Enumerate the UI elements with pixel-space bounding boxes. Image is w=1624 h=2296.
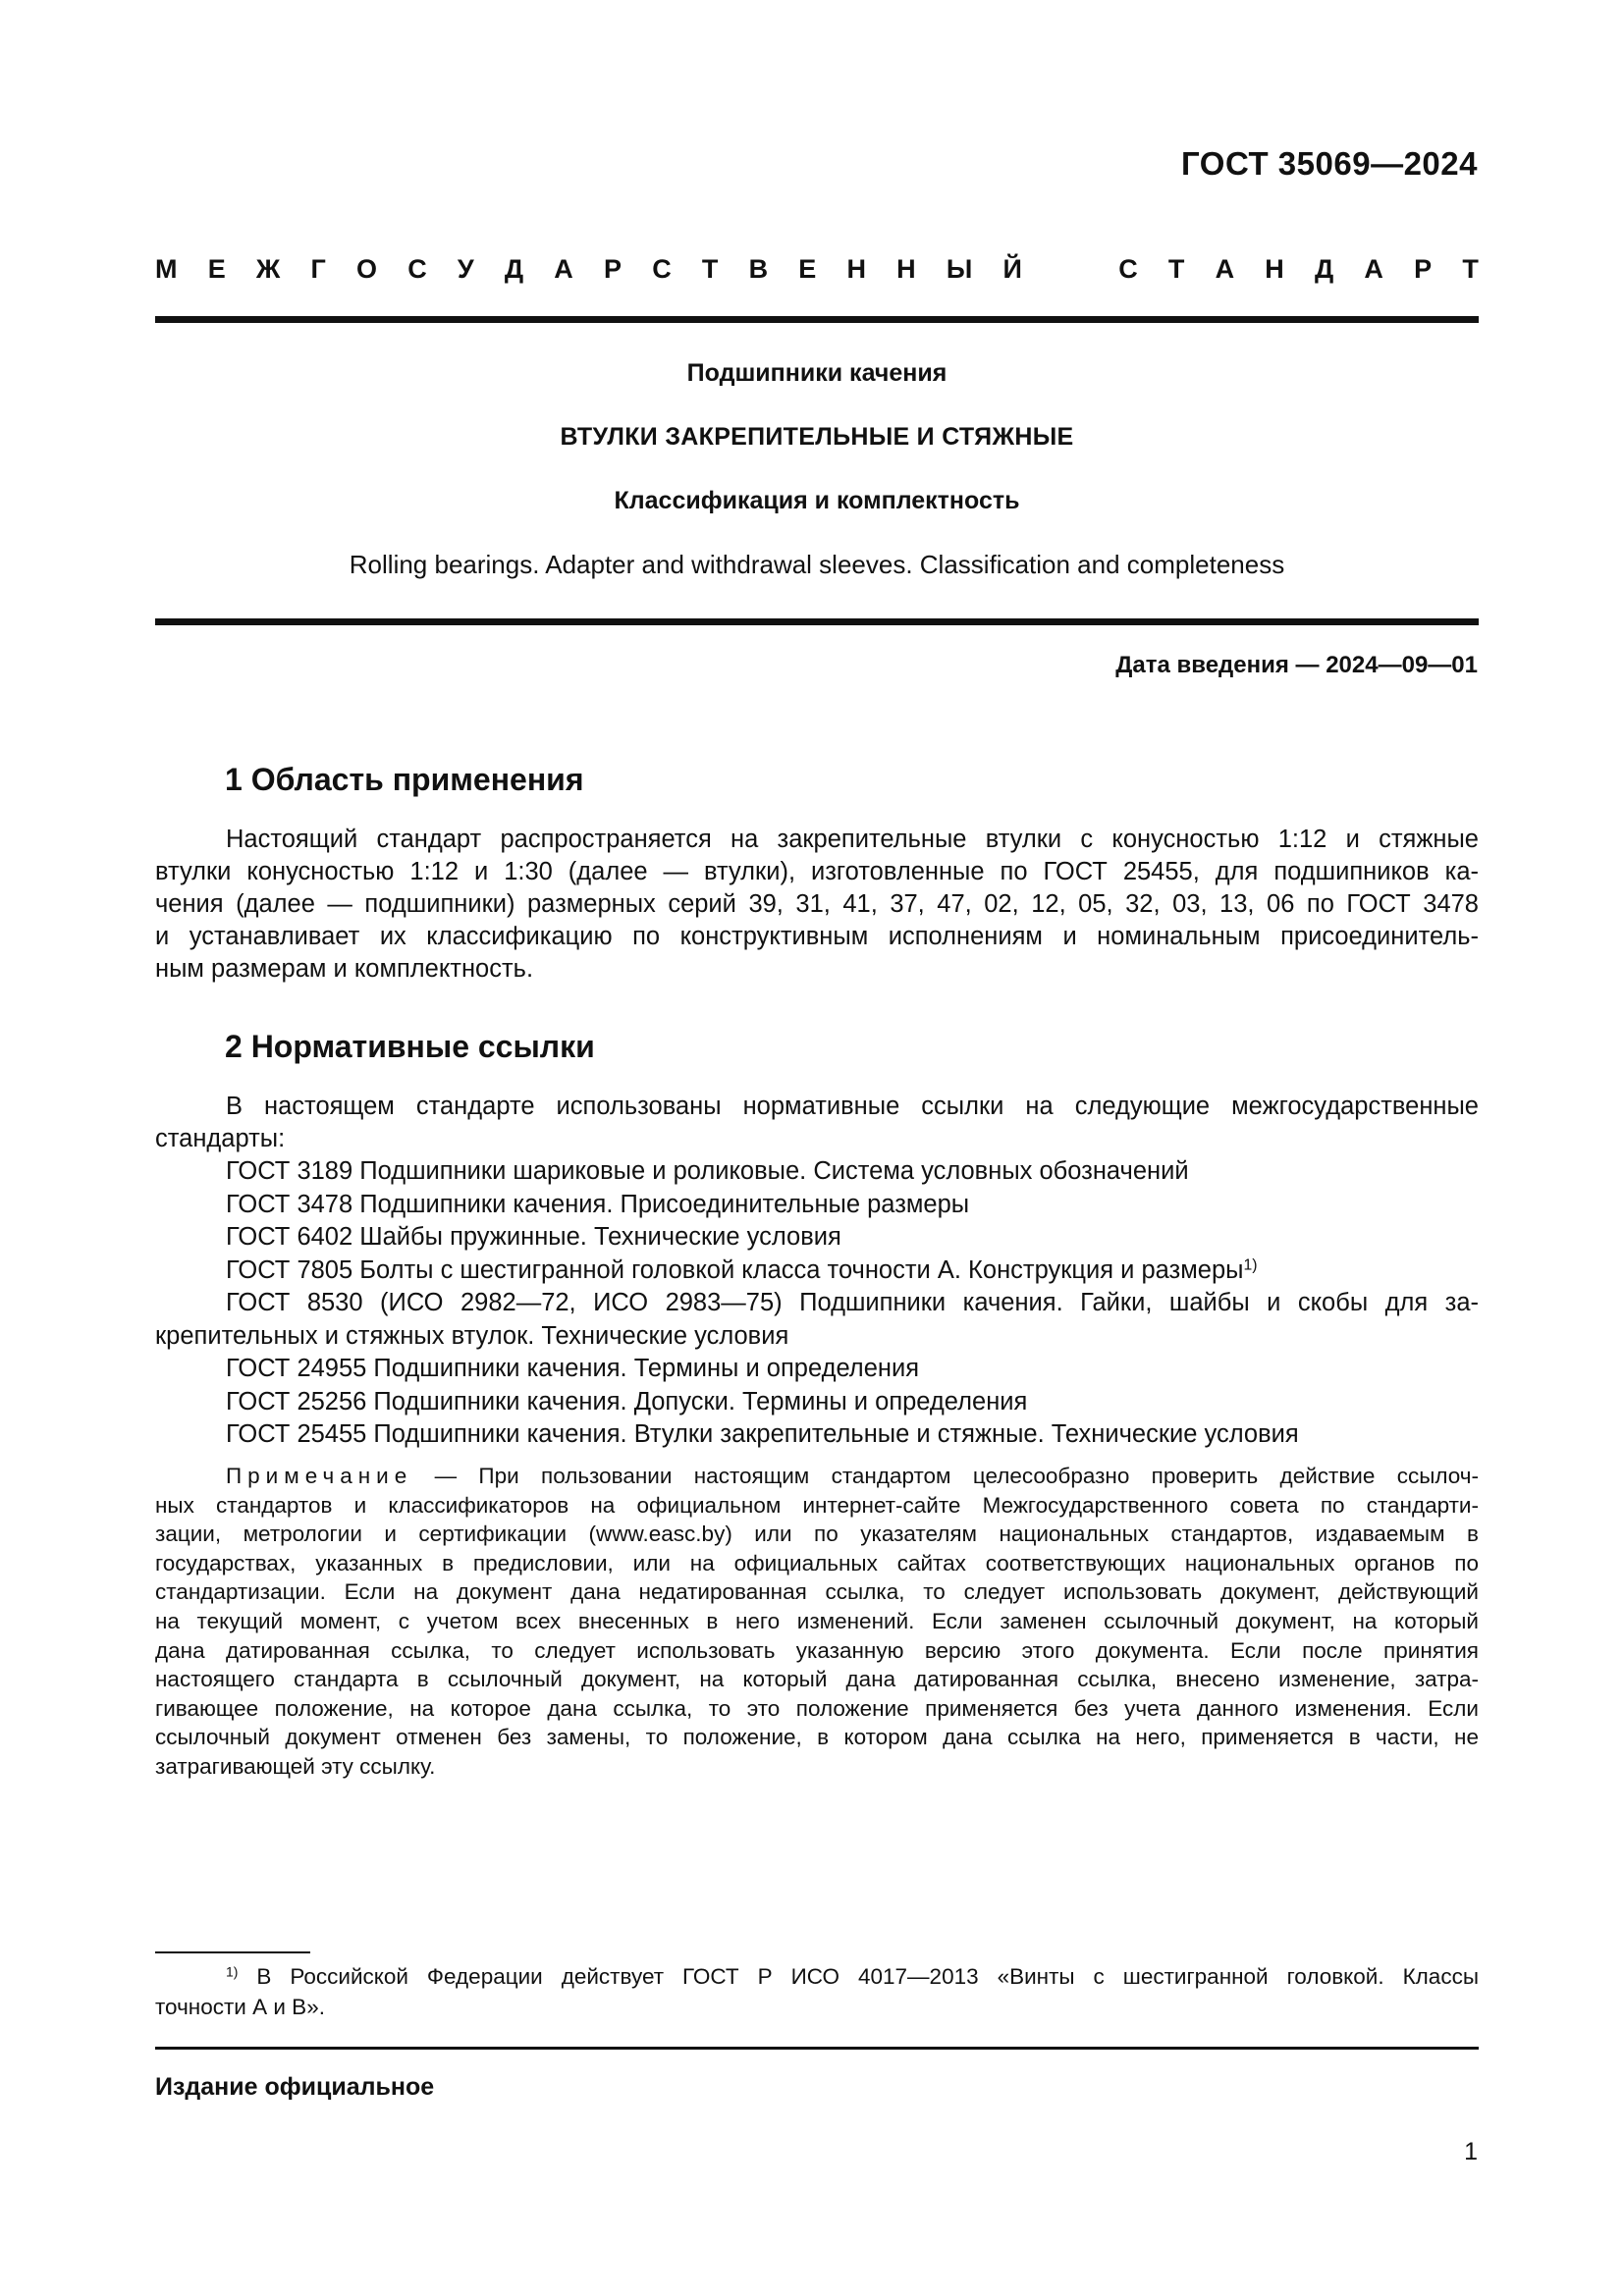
references-note [155,1462,1479,1782]
standard-number: ГОСТ 35069—2024 [1181,145,1478,182]
reference-item: ГОСТ 24955 Подшипники качения. Термины и определения [226,1355,920,1382]
paragraph-line: ным размерам и комплектность. [155,955,534,983]
note-line: затрагивающей эту ссылку. [155,1753,436,1779]
banner-letter: Д [1314,254,1334,284]
footnote [155,1961,1479,2022]
banner-letter: М [155,254,178,284]
reference-item: ГОСТ 3189 Подшипники шариковые и роликовые. Система условных обозначений [226,1157,1189,1185]
page-number: 1 [1464,2138,1478,2165]
banner-letter: С [407,254,427,284]
banner-letter: А [554,254,573,284]
note-line: дана датированная ссылка, то следует использовать указанную версию этого документа. Если после принятия [155,1637,1479,1663]
note-line: ных стандартов и классификаторов на официальном интернет-сайте Межгосударственного совета по стандарти- [155,1492,1479,1518]
note-text: — При пользовании настоящим стандартом целесообразно проверить действие ссылоч- [412,1464,1479,1488]
banner-letter: Н [896,254,916,284]
reference-item [155,1255,1479,1288]
reference-item-continuation: крепительных и стяжных втулок. Технические условия [155,1321,789,1350]
banner-letter: Е [207,254,226,284]
paragraph-line: В настоящем стандарте использованы нормативные ссылки на следующие межгосударственные [226,1093,1479,1120]
footnote-marker: 1) [226,1963,239,1980]
banner-letter: Р [603,254,622,284]
banner-letter: Р [1414,254,1433,284]
note-line: ссылочный документ отменен без замены, то положение, в котором дана ссылка на него, применяется в части, не [155,1725,1479,1750]
reference-item: ГОСТ 3478 Подшипники качения. Присоединительные размеры [226,1190,970,1218]
paragraph-line: и устанавливает их классификацию по конструктивным исполнениям и номинальным присоединитель- [155,923,1479,950]
paragraph-line: втулки конусностью 1:12 и 1:30 (далее — втулки), изготовленные по ГОСТ 25455, для подшипников ка- [155,858,1479,885]
section-2-intro [155,1091,1479,1155]
title-rule [155,618,1479,625]
note-line: гивающее положение, на которое дана ссылка, то это положение применяется без учета данного изменения. Если [155,1695,1479,1721]
banner-letter: У [457,254,474,284]
paragraph-line: Настоящий стандарт распространяется на закрепительные втулки с конусностью 1:12 и стяжные [226,826,1479,853]
banner-letter: А [1215,254,1235,284]
section-1-paragraph [155,824,1479,986]
note-label: Примечание [226,1464,413,1488]
note-line: на текущий момент, с учетом всех внесенных в него изменений. Если заменен ссылочный документ, на который [155,1608,1479,1633]
reference-item: ГОСТ 8530 (ИСО 2982—72, ИСО 2983—75) Подшипники качения. Гайки, шайбы и скобы для за- [226,1289,1479,1316]
banner-letter: Н [846,254,866,284]
banner-letter: А [1364,254,1383,284]
official-edition-label: Издание официальное [155,2073,435,2101]
banner-letter: Е [798,254,817,284]
banner-letter: Г [310,254,326,284]
banner-letter: В [748,254,769,284]
banner-letter: Н [1265,254,1284,284]
section-2-heading: 2 Нормативные ссылки [225,1029,595,1064]
banner-letter: Т [1462,254,1479,284]
banner-letter: С [652,254,672,284]
section-1-heading: 1 Область применения [225,762,584,797]
footnote-line: точности А и В». [155,1995,325,2019]
reference-item: ГОСТ 6402 Шайбы пружинные. Технические условия [226,1223,841,1251]
banner-letter: Й [1002,254,1022,284]
paragraph-line: стандарты: [155,1125,286,1152]
banner-word-gap [1053,254,1088,285]
reference-text: ГОСТ 7805 Болты с шестигранной головкой класса точности А. Конструкция и размеры [226,1255,1244,1284]
normative-references-list [155,1155,1479,1452]
reference-item: ГОСТ 25455 Подшипники качения. Втулки закрепительные и стяжные. Технические условия [226,1420,1299,1448]
banner-letter: О [355,254,377,284]
title-english: Rolling bearings. Adapter and withdrawal sleeves. Classification and completeness [349,550,1285,579]
note-line: стандартизации. Если на документ дана недатированная ссылка, то следует использовать документ, действующий [155,1579,1479,1605]
footnote-separator [155,1951,310,1953]
banner-letter: Д [504,254,524,284]
note-line: зации, метрологии и сертификации (www.easc.by) или по указателям национальных стандартов, издаваемым в [155,1522,1479,1547]
banner-letter: Ж [255,254,281,284]
title-subject: Подшипники качения [686,359,947,387]
note-line: государствах, указанных в предисловии, или на официальных сайтах соответствующих национальных органов по [155,1550,1479,1575]
footnote-line [155,1961,1479,1992]
reference-item: ГОСТ 25256 Подшипники качения. Допуски. Термины и определения [226,1387,1028,1415]
header-rule [155,316,1479,323]
footnote-marker: 1) [1243,1255,1258,1273]
banner-letter: Т [1167,254,1185,284]
paragraph-line: чения (далее — подшипники) размерных серий 39, 31, 41, 37, 47, 02, 12, 05, 32, 03, 13, 06 по ГОСТ 3478 [155,890,1479,918]
note-line: настоящего стандарта в ссылочный документ, на который дана датированная ссылка, внесено изменение, затра- [155,1667,1479,1692]
banner-letter: Т [701,254,719,284]
title-main: ВТУЛКИ ЗАКРЕПИТЕЛЬНЫЕ И СТЯЖНЫЕ [560,423,1074,451]
footer-rule [155,2047,1479,2050]
interstate-standard-banner [155,254,1479,285]
banner-letter: Ы [946,254,973,284]
footnote-text: В Российской Федерации действует ГОСТ Р ИСО 4017—2013 «Винты с шестигранной головкой. Классы [238,1964,1479,1989]
title-classification: Классификация и комплектность [614,487,1020,514]
note-line [155,1462,1479,1491]
banner-letter: С [1118,254,1138,284]
introduction-date: Дата введения — 2024—09—01 [1115,652,1478,678]
